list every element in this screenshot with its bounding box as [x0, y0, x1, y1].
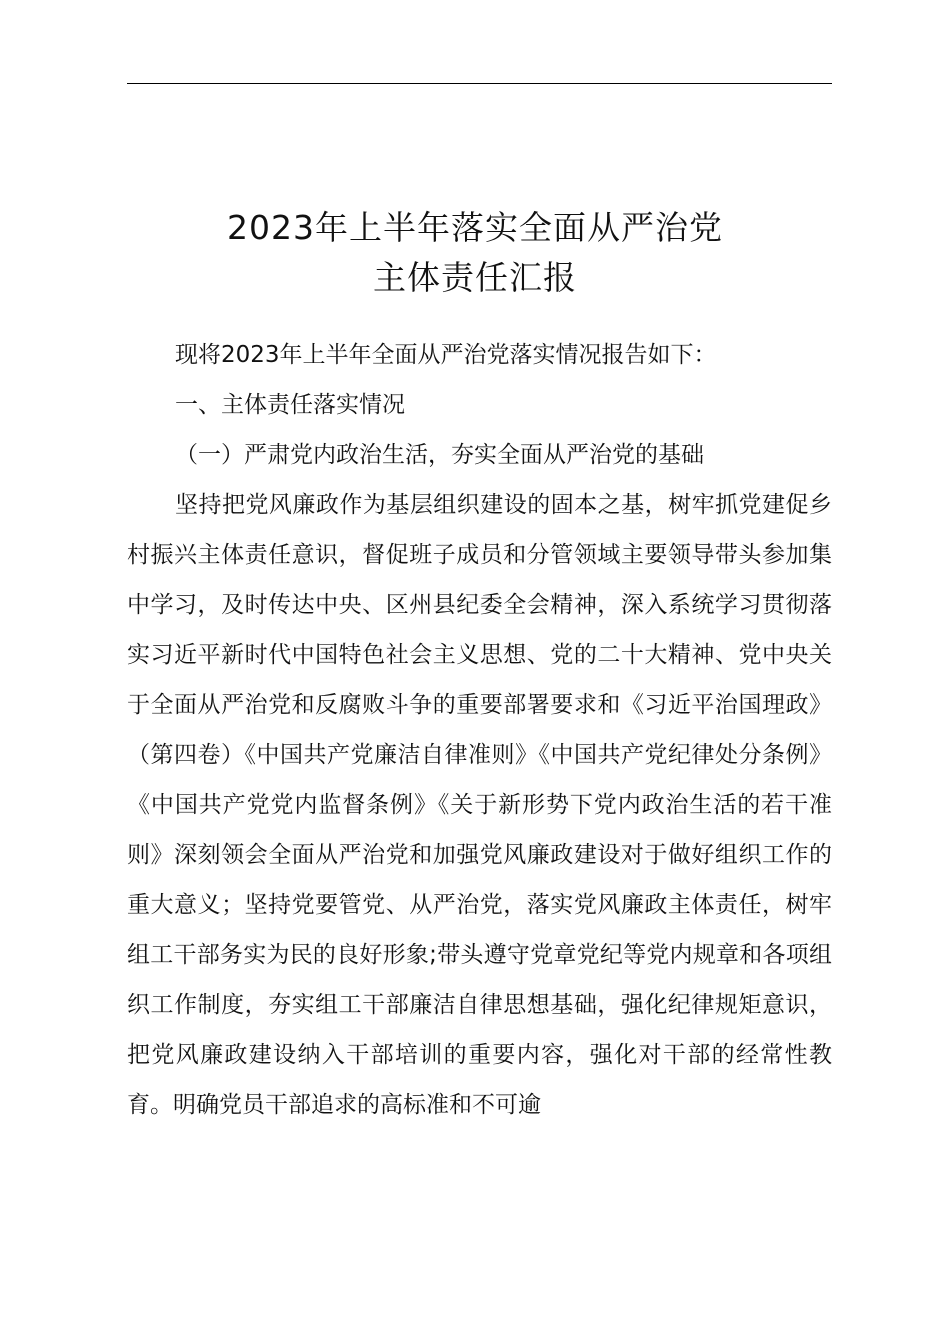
document-title	[0, 203, 950, 303]
body-paragraph: 坚持把党风廉政作为基层组织建设的固本之基，树牢抓党建促乡村振兴主体责任意识，督促班子成员和分管领域主要领导带头参加集中学习，及时传达中央、区州县纪委全会精神，深入系统学习贯彻落实习近平新时代中国特色社会主义思想、党的二十大精神、党中央关于全面从严治党和反腐败斗争的重要部署要求和《习近平治国理政》（第四卷）《中国共产党廉洁自律准则》《中国共产党纪律处分条例》《中国共产党党内监督条例》《关于新形势下党内政治生活的若干准则》深刻领会全面从严治党和加强党风廉政建设对于做好组织工作的重大意义；坚持党要管党、从严治党，落实党风廉政主体责任，树牢组工干部务实为民的良好形象;带头遵守党章党纪等党内规章和各项组织工作制度，夯实组工干部廉洁自律思想基础，强化纪律规矩意识，把党风廉政建设纳入干部培训的重要内容，强化对干部的经常性教育。明确党员干部追求的高标准和不可逾	[127, 492, 832, 1118]
title-line-1: 2023年上半年落实全面从严治党	[227, 208, 723, 248]
subsection-heading: （一）严肃党内政治生活，夯实全面从严治党的基础	[175, 442, 704, 468]
title-line-2: 主体责任汇报	[373, 258, 577, 298]
header-rule	[127, 83, 832, 84]
document-body	[127, 330, 832, 1130]
intro-paragraph: 现将2023年上半年全面从严治党落实情况报告如下：	[175, 342, 717, 368]
section-heading: 一、主体责任落实情况	[175, 392, 405, 418]
